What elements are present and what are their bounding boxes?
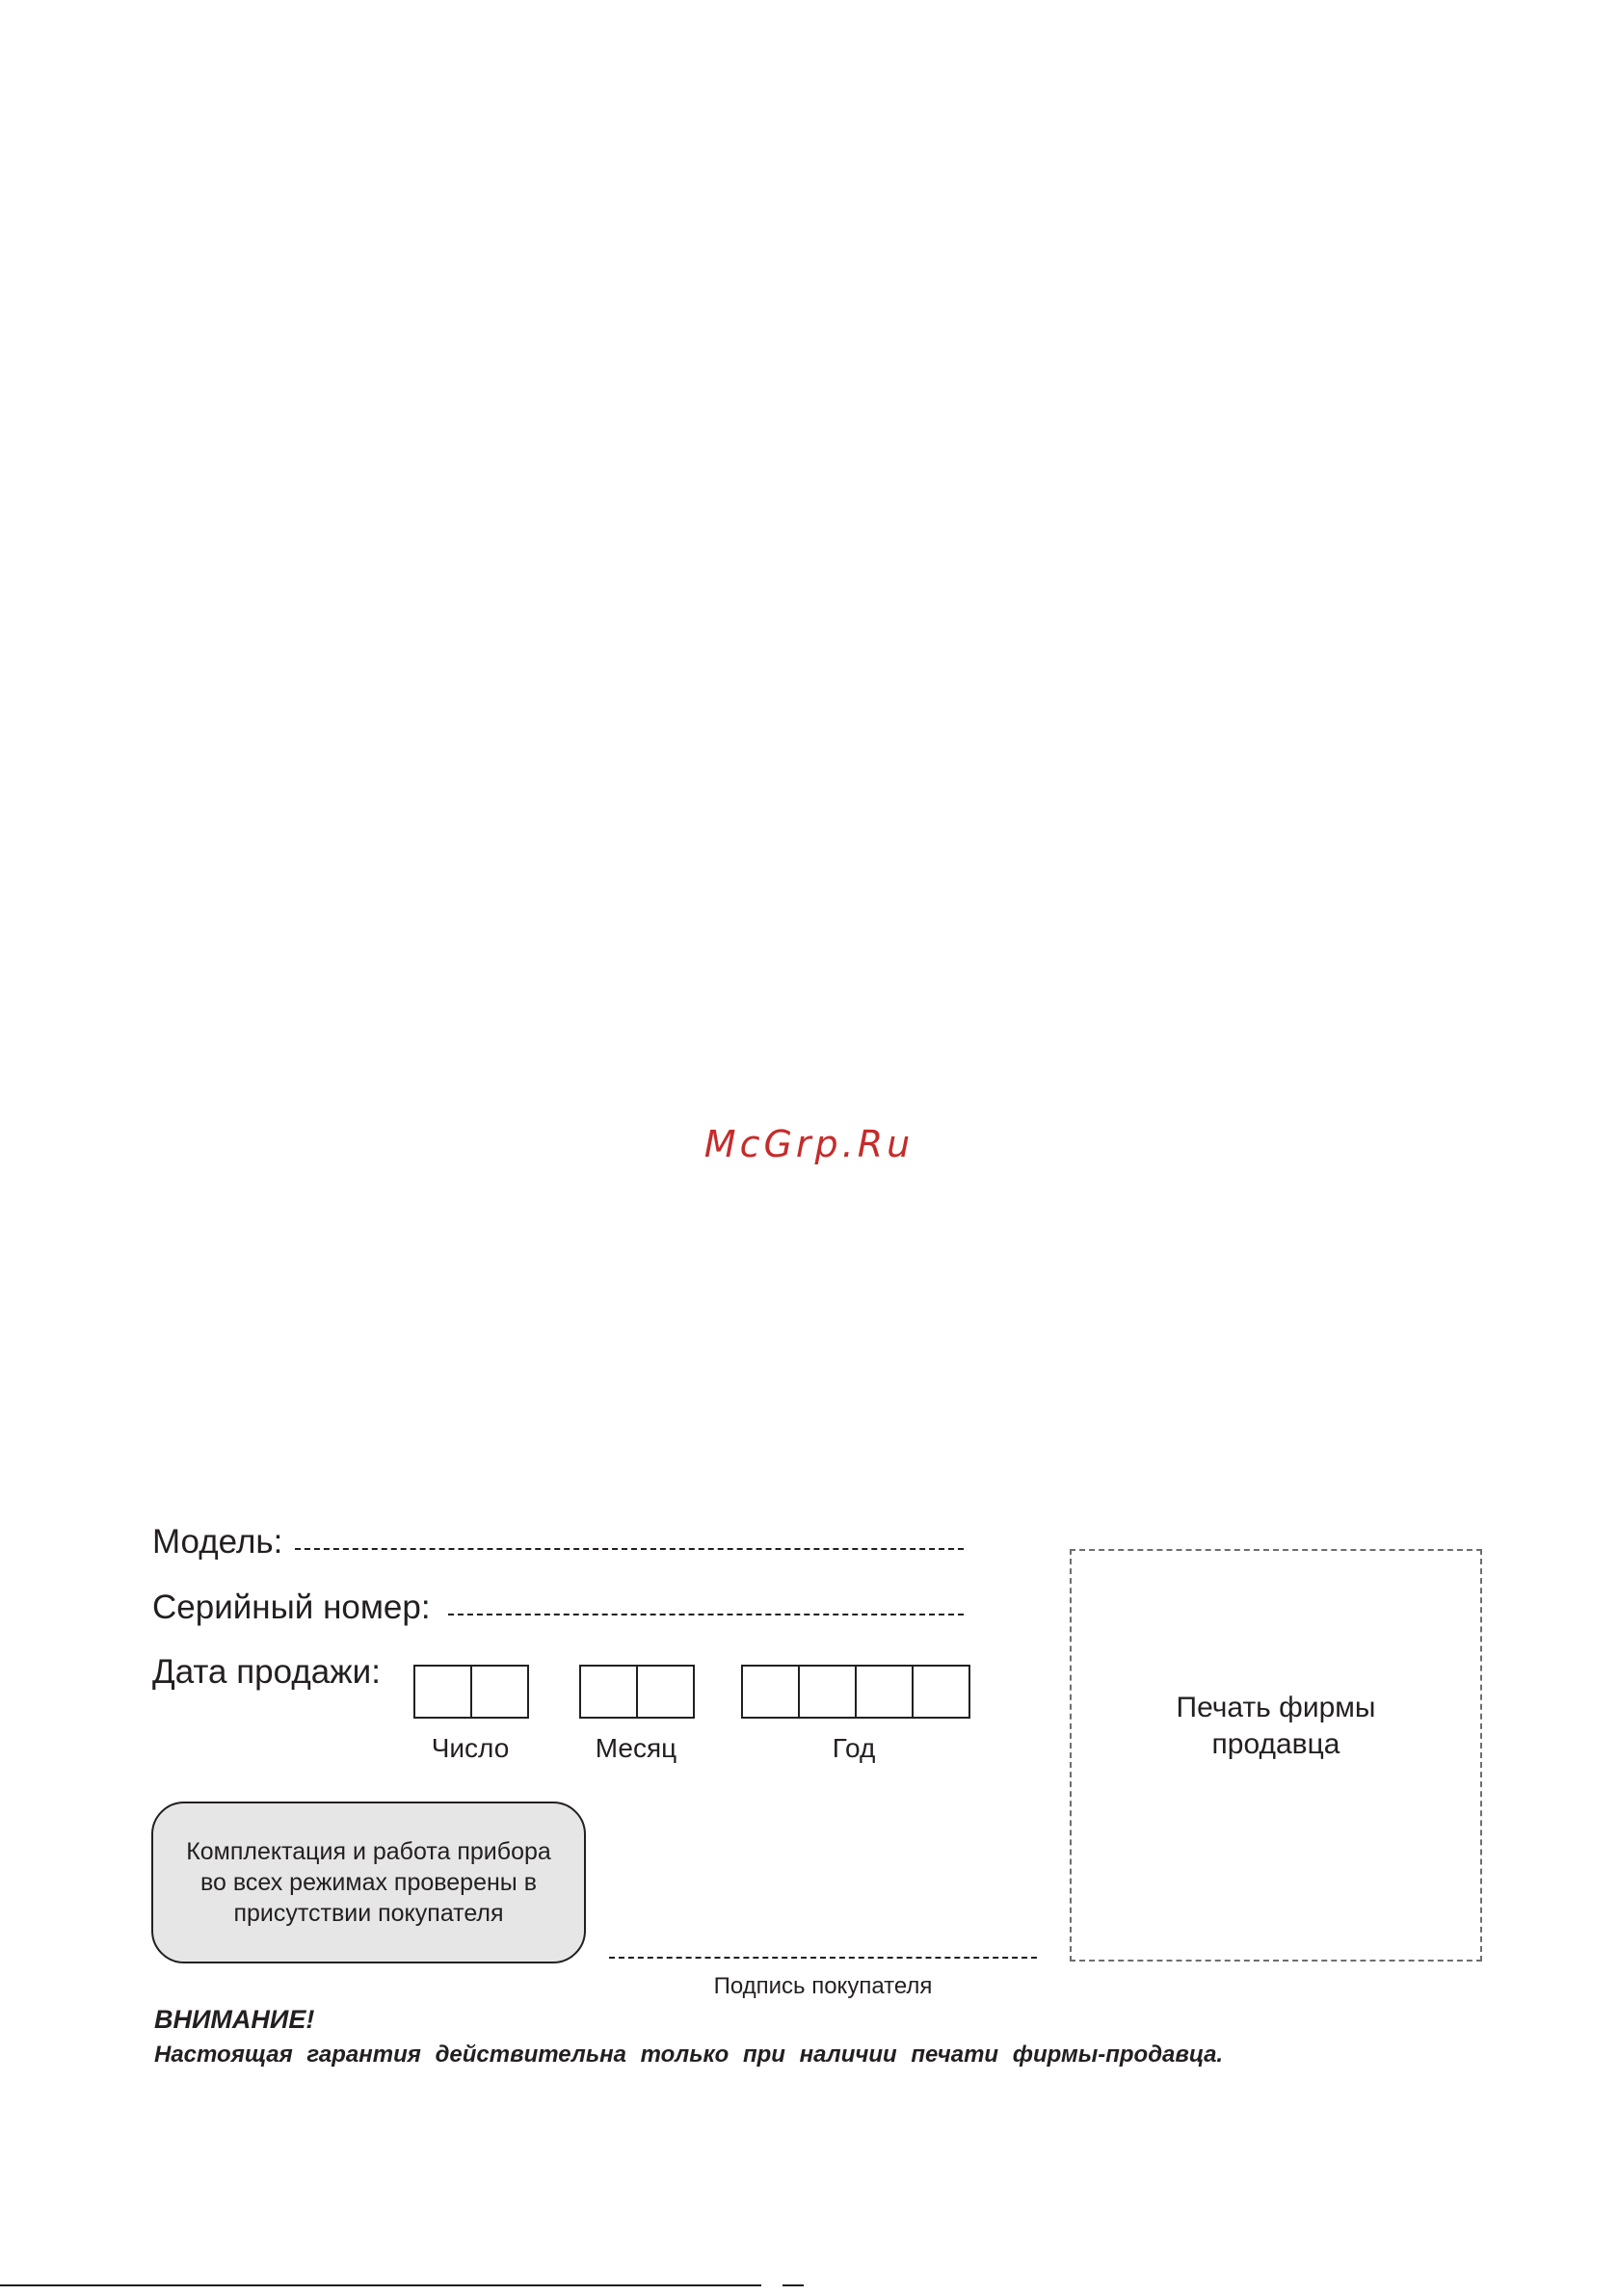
month-digit-1[interactable] (581, 1667, 636, 1717)
serial-number-field[interactable] (448, 1614, 964, 1615)
seller-stamp-label: Печать фирмы продавца (1176, 1692, 1376, 1760)
sale-date-label: Дата продажи: (152, 1653, 381, 1691)
seller-stamp-area (1070, 1549, 1482, 1962)
day-label: Число (431, 1733, 510, 1763)
warning-title: ВНИМАНИЕ! (154, 2005, 315, 2034)
warning-text: Настоящая гарантия действительна только при наличии печати фирмы-продавца. (154, 2042, 1224, 2068)
year-label: Год (832, 1733, 876, 1763)
day-boxes (413, 1665, 529, 1719)
year-boxes (741, 1665, 970, 1719)
year-digit-4[interactable] (912, 1667, 968, 1717)
month-digit-2[interactable] (636, 1667, 693, 1717)
month-boxes (579, 1665, 695, 1719)
day-digit-1[interactable] (415, 1667, 470, 1717)
day-digit-2[interactable] (470, 1667, 527, 1717)
completeness-check-note (151, 1802, 586, 1963)
year-digit-1[interactable] (743, 1667, 798, 1717)
completeness-check-text: Комплектация и работа прибора во всех режимах проверены в присутствии покупателя (186, 1838, 551, 1927)
page-marker (782, 2284, 804, 2286)
buyer-signature-label: Подпись покупателя (713, 1973, 933, 1999)
model-label: Модель: (152, 1523, 283, 1561)
month-label: Месяц (595, 1733, 677, 1763)
watermark-text: McGrp.Ru (703, 1123, 915, 1165)
serial-number-label: Серийный номер: (152, 1589, 431, 1626)
year-digit-2[interactable] (798, 1667, 855, 1717)
year-digit-3[interactable] (855, 1667, 912, 1717)
model-field[interactable] (295, 1548, 964, 1550)
footer-divider (0, 2284, 761, 2286)
buyer-signature-field[interactable] (609, 1957, 1037, 1959)
